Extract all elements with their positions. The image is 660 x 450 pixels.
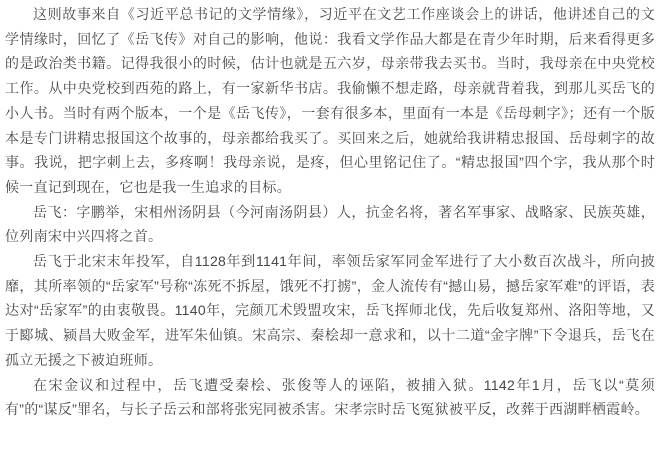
paragraph-yuefei-intro: 岳飞：字鹏举，宋相州汤阴县（今河南汤阴县）人，抗金名将，著名军事家、战略家、民族英雄，位列南宋中兴四将之首。 [5,203,655,245]
paragraph-yuefei-death: 在宋金议和过程中，岳飞遭受秦桧、张俊等人的诬陷，被捕入狱。1142年1月，岳飞以“莫须有”的“谋反”罪名，与长子岳云和部将张宪同被杀害。宋孝宗时岳飞冤狱被平反，改葬于西湖畔栖霞岭。 [5,376,655,418]
paragraph-story-origin: 这则故事来自《习近平总书记的文学情缘》，习近平在文艺工作座谈会上的讲话，他讲述自己的文学情缘时，回忆了《岳飞传》对自己的影响，他说：我看文学作品大都是在青少年时期，后来看得更多的是政治类书籍。记得我很小的时候，估计也就是五六岁，母亲带我去买书。当时，我母亲在中央党校工作。从中央党校到西苑的路上，有一家新华书店。我偷懒不想走路，母亲就背着我，到那儿买岳飞的小人书。当时有两个版本，一个是《岳飞传》，一套有很多本，里面有一本是《岳母刺字》；还有一个版本是专门讲精忠报国这个故事的，母亲都给我买了。买回来之后，她就给我讲精忠报国、岳母刺字的故事。我说，把字刺上去，多疼啊！我母亲说，是疼，但心里铭记住了。“精忠报国”四个字，我从那个时候一直记到现在，它也是我一生追求的目标。 [5,6,655,195]
article-text [5,2,655,422]
paragraph-yuefei-campaigns: 岳飞于北宋末年投军，自1128年到1141年间，率领岳家军同金军进行了大小数百次战斗，所向披靡，其所率领的“岳家军”号称“冻死不拆屋，饿死不打掳”，金人流传有“撼山易，撼岳家军难”的评语，表达对“岳家军”的由衷敬畏。1140年，完颜兀术毁盟攻宋，岳飞挥师北伐，先后收复郑州、洛阳等地，又于郾城、颍昌大败金军，进军朱仙镇。宋高宗、秦桧却一意求和，以十二道“金字牌”下令退兵，岳飞在孤立无援之下被迫班师。 [5,253,655,368]
